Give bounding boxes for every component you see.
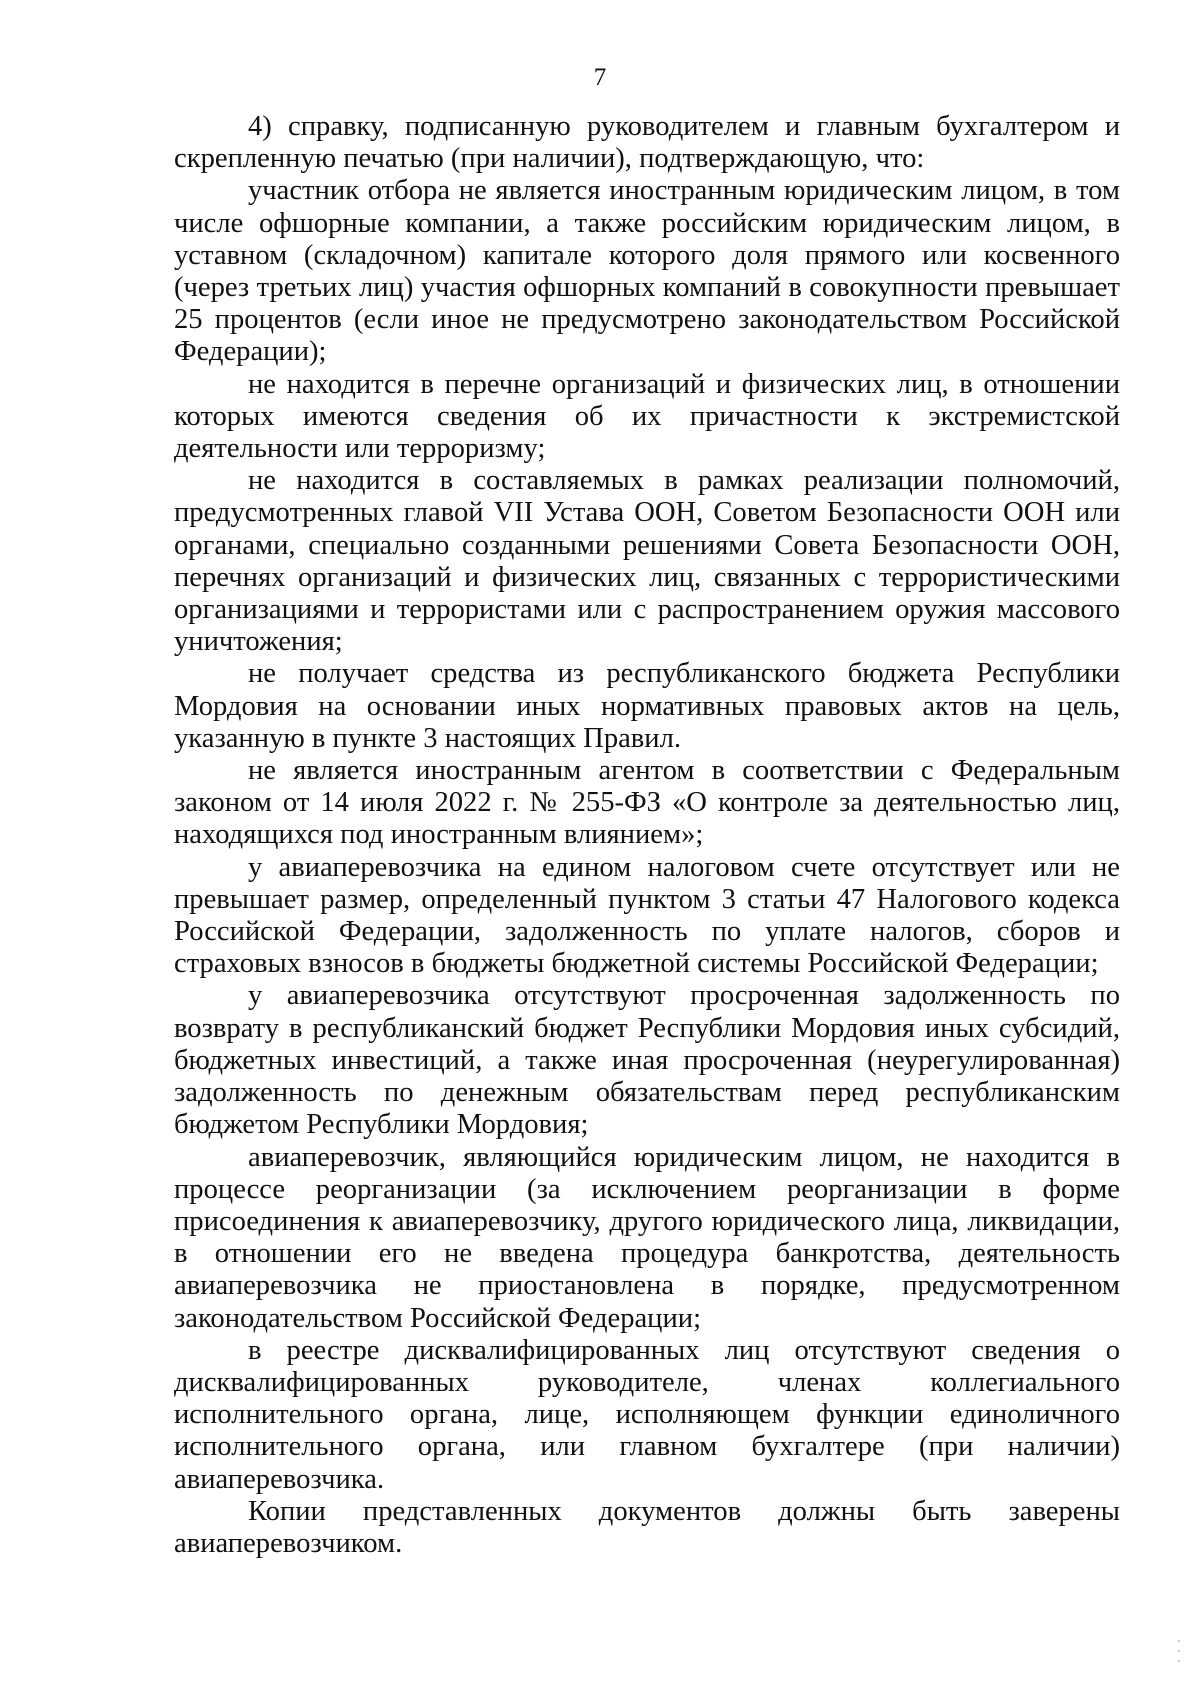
paragraph-overdue-debt: у авиаперевозчика отсутствуют просроченная задолженность по возврату в республиканский бюджет Республики Мордовия иных субсидий, бюджетных инвестиций, а также иная просроченная (неурегулированная) задолженность по денежным обязательствам перед республиканским бюджетом Республики Мордовия; — [174, 980, 1120, 1141]
document-body — [174, 111, 1120, 1560]
paragraph-no-other-funds: не получает средства из республиканского бюджета Республики Мордовия на основании иных нормативных правовых актов на цель, указанную в пункте 3 настоящих Правил. — [174, 658, 1120, 754]
paragraph-not-extremist-list: не находится в перечне организаций и физических лиц, в отношении которых имеются сведения об их причастности к экстремистской деятельности или терроризму; — [174, 368, 1120, 465]
scan-specks — [1178, 1640, 1182, 1680]
paragraph-copies-certified: Копии представленных документов должны быть заверены авиаперевозчиком. — [174, 1495, 1120, 1559]
paragraph-not-foreign-entity: участник отбора не является иностранным юридическим лицом, в том числе офшорные компании, а также российским юридическим лицом, в уставном (складочном) капитале которого доля прямого или косвенного (через третьих лиц) участия офшорных компаний в совокупности превышает 25 процентов (если иное не предусмотрено законодательством Российской Федерации); — [174, 175, 1120, 368]
paragraph-reorganization: авиаперевозчик, являющийся юридическим лицом, не находится в процессе реорганизации (за исключением реорганизации в форме присоединения к авиаперевозчику, другого юридического лица, ликвидации, в отношении его не введена процедура банкротства, деятельность авиаперевозчика не приостановлена в порядке, предусмотренном законодательством Российской Федерации; — [174, 1141, 1120, 1334]
paragraph-disqualified-persons: в реестре дисквалифицированных лиц отсутствуют сведения о дисквалифицированных руководителе, членах коллегиального исполнительного органа, лице, исполняющем функции единоличного исполнительного органа, или главном бухгалтере (при наличии) авиаперевозчика. — [174, 1334, 1120, 1495]
paragraph-not-foreign-agent: не является иностранным агентом в соответствии с Федеральным законом от 14 июля 2022 г. № 255-ФЗ «О контроле за деятельностью лиц, находящихся под иностранным влиянием»; — [174, 755, 1120, 851]
paragraph-certificate: 4) справку, подписанную руководителем и главным бухгалтером и скрепленную печатью (при наличии), подтверждающую, что: — [174, 111, 1120, 175]
paragraph-not-un-list: не находится в составляемых в рамках реализации полномочий, предусмотренных главой VII Устава ООН, Советом Безопасности ООН или органами, специально созданными решениями Совета Безопасности ООН, перечнях организаций и физических лиц, связанных с террористическими организациями и террористами или с распространением оружия массового уничтожения; — [174, 465, 1120, 658]
paragraph-tax-debt: у авиаперевозчика на едином налоговом счете отсутствует или не превышает размер, определенный пунктом 3 статьи 47 Налогового кодекса Российской Федерации, задолженность по уплате налогов, сборов и страховых взносов в бюджеты бюджетной системы Российской Федерации; — [174, 851, 1120, 980]
page-number: 7 — [593, 64, 607, 91]
